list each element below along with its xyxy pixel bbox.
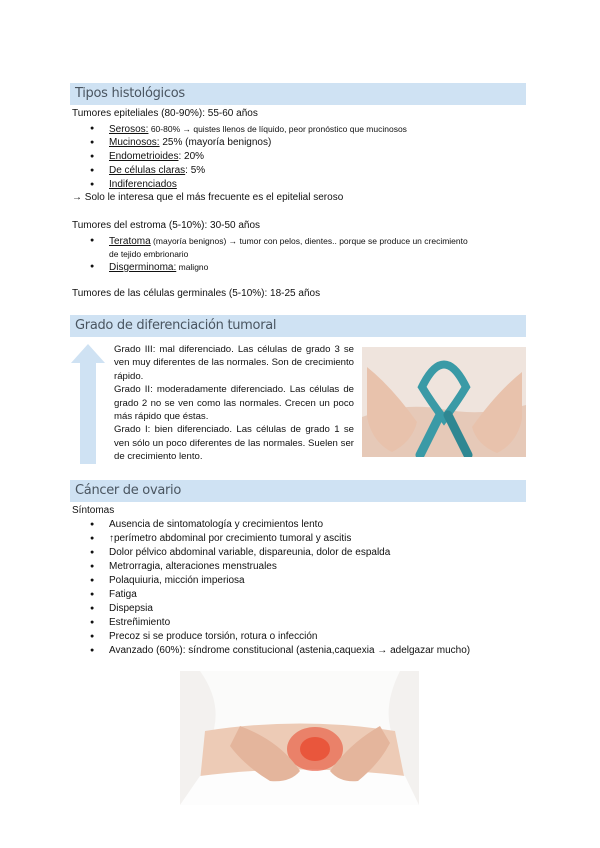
germinal-heading: Tumores de las células germinales (5-10%): 18-25 años <box>72 288 321 299</box>
grade-1-text: Grado I: bien diferenciado. Las células de grado 1 se ven sólo un poco diferentes de las normales. Suelen ser de crecimiento lento. <box>114 424 354 463</box>
list-item: ● De células claras: 5% <box>90 164 407 178</box>
stromal-heading: Tumores del estroma (5-10%): 30-50 años <box>72 220 261 231</box>
list-item: ● Ausencia de sintomatología y crecimientos lento <box>90 518 470 532</box>
list-item: ● Serosos: 60-80% → quistes llenos de líquido, peor pronóstico que mucinosos <box>90 122 407 136</box>
grade-descriptions <box>114 343 354 464</box>
epithelial-note: → Solo le interesa que el más frecuente es el epitelial seroso <box>72 192 344 203</box>
list-item: ● Dispepsia <box>90 602 470 616</box>
list-item: ● ↑perímetro abdominal por crecimiento tumoral y ascitis <box>90 532 470 546</box>
list-item: ● Mucinosos: 25% (mayoría benignos) <box>90 136 407 150</box>
stromal-list <box>90 234 468 274</box>
section-title: Tipos histológicos <box>75 86 185 101</box>
list-item: ● Avanzado (60%): síndrome constitucional (astenia,caquexia → adelgazar mucho) <box>90 644 470 658</box>
list-item: ● Fatiga <box>90 588 470 602</box>
abdominal-pain-photo <box>180 671 419 805</box>
list-item: ● Estreñimiento <box>90 616 470 630</box>
section-header-histologic <box>70 83 526 105</box>
ribbon-photo <box>362 347 526 457</box>
list-item: ● Precoz si se produce torsión, rotura o infección <box>90 630 470 644</box>
epithelial-heading: Tumores epiteliales (80-90%): 55-60 años <box>72 108 258 119</box>
list-item: ● Polaquiuria, micción imperiosa <box>90 574 470 588</box>
epithelial-list <box>90 122 407 192</box>
section-header-grade <box>70 315 526 337</box>
section-title: Cáncer de ovario <box>75 483 182 498</box>
symptoms-heading: Síntomas <box>72 505 115 516</box>
list-item-continuation: de tejido embrionario <box>109 249 189 259</box>
section-header-ovary <box>70 480 526 502</box>
list-item: ● Metrorragia, alteraciones menstruales <box>90 560 470 574</box>
up-arrow-icon <box>70 343 106 465</box>
list-item: ● Teratoma (mayoría benignos) → tumor con pelos, dientes.. porque se produce un crecimiento <box>90 234 468 248</box>
list-item: ● Endometrioides: 20% <box>90 150 407 164</box>
symptoms-list <box>90 518 470 658</box>
list-item: ● Dolor pélvico abdominal variable, dispareunia, dolor de espalda <box>90 546 470 560</box>
section-title: Grado de diferenciación tumoral <box>75 318 277 333</box>
list-item: ● Disgerminoma: maligno <box>90 260 468 274</box>
grade-3-text: Grado III: mal diferenciado. Las células de grado 3 se ven muy diferentes de las normales. Son de crecimiento rápido. <box>114 344 354 382</box>
grade-2-text: Grado II: moderadamente diferenciado. Las células de grado 2 no se ven como las normales. Crecen un poco más rápido que éstas. <box>114 384 354 423</box>
list-item: ● Indiferenciados <box>90 178 407 192</box>
